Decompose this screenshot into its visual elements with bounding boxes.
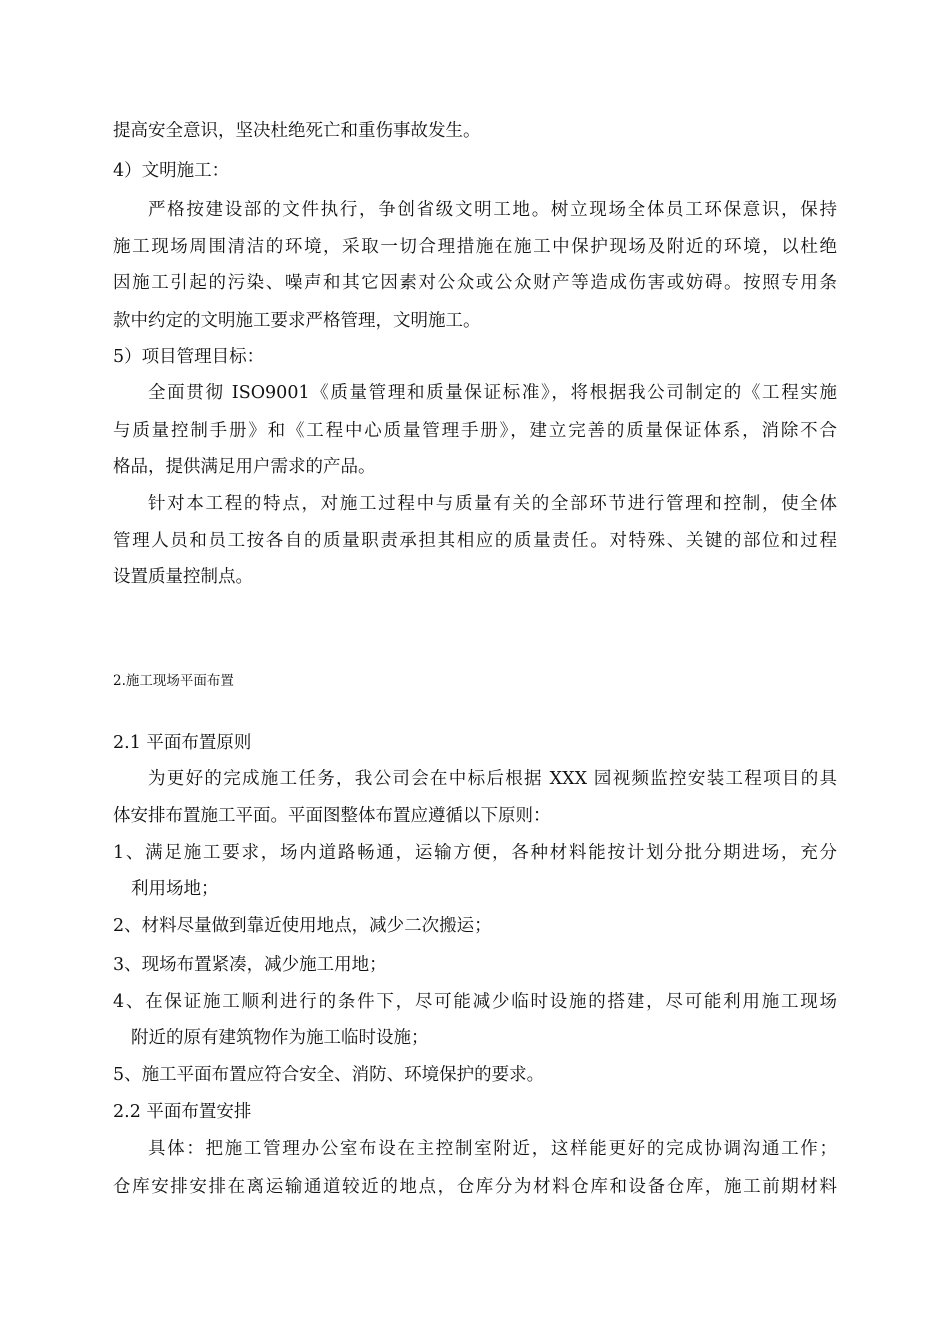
list-item: 1、满足施工要求，场内道路畅通，运输方便，各种材料能按计划分批分期进场，充分	[113, 843, 837, 863]
text-line: 全面贯彻 ISO9001《质量管理和质量保证标准》，将根据我公司制定的《工程实施	[148, 383, 837, 403]
list-item-continuation: 利用场地；	[131, 879, 219, 899]
text-line: 与质量控制手册》和《工程中心质量管理手册》，建立完善的质量保证体系，消除不合	[113, 421, 837, 441]
list-item-continuation: 附近的原有建筑物作为施工临时设施；	[131, 1028, 429, 1048]
text-line: 严格按建设部的文件执行，争创省级文明工地。树立现场全体员工环保意识，保持	[148, 200, 837, 220]
text-line: 为更好的完成施工任务，我公司会在中标后根据 XXX 园视频监控安装工程项目的具	[148, 769, 837, 789]
text-line: 施工现场周围清洁的环境，采取一切合理措施在施工中保护现场及附近的环境，以杜绝	[113, 237, 837, 257]
list-item: 3、现场布置紧凑，减少施工用地；	[113, 955, 387, 975]
text-line: 提高安全意识，坚决杜绝死亡和重伤事故发生。	[113, 121, 481, 141]
text-line: 针对本工程的特点，对施工过程中与质量有关的全部环节进行管理和控制，使全体	[148, 494, 837, 514]
text-line: 管理人员和员工按各自的质量职责承担其相应的质量责任。对特殊、关键的部位和过程	[113, 531, 837, 551]
text-line: 因施工引起的污染、噪声和其它因素对公众或公众财产等造成伤害或妨碍。按照专用条	[113, 273, 837, 293]
subsection-heading: 2.1 平面布置原则	[113, 733, 252, 753]
subsection-heading: 2.2 平面布置安排	[113, 1102, 252, 1122]
list-item: 4、在保证施工顺利进行的条件下，尽可能减少临时设施的搭建，尽可能利用施工现场	[113, 992, 837, 1012]
text-line: 仓库安排安排在离运输通道较近的地点，仓库分为材料仓库和设备仓库，施工前期材料	[113, 1177, 837, 1197]
text-line: 体安排布置施工平面。平面图整体布置应遵循以下原则：	[113, 806, 551, 826]
text-line: 具体：把施工管理办公室布设在主控制室附近，这样能更好的完成协调沟通工作；	[148, 1139, 837, 1159]
text-line: 格品，提供满足用户需求的产品。	[113, 457, 376, 477]
section-heading: 5）项目管理目标：	[113, 347, 265, 367]
text-line: 款中约定的文明施工要求严格管理，文明施工。	[113, 311, 481, 331]
text-line: 设置质量控制点。	[113, 567, 253, 587]
list-item: 2、材料尽量做到靠近使用地点，减少二次搬运；	[113, 916, 492, 936]
section-heading: 4）文明施工：	[113, 161, 230, 181]
list-item: 5、施工平面布置应符合安全、消防、环境保护的要求。	[113, 1065, 545, 1085]
chapter-heading: 2.施工现场平面布置	[113, 673, 234, 689]
